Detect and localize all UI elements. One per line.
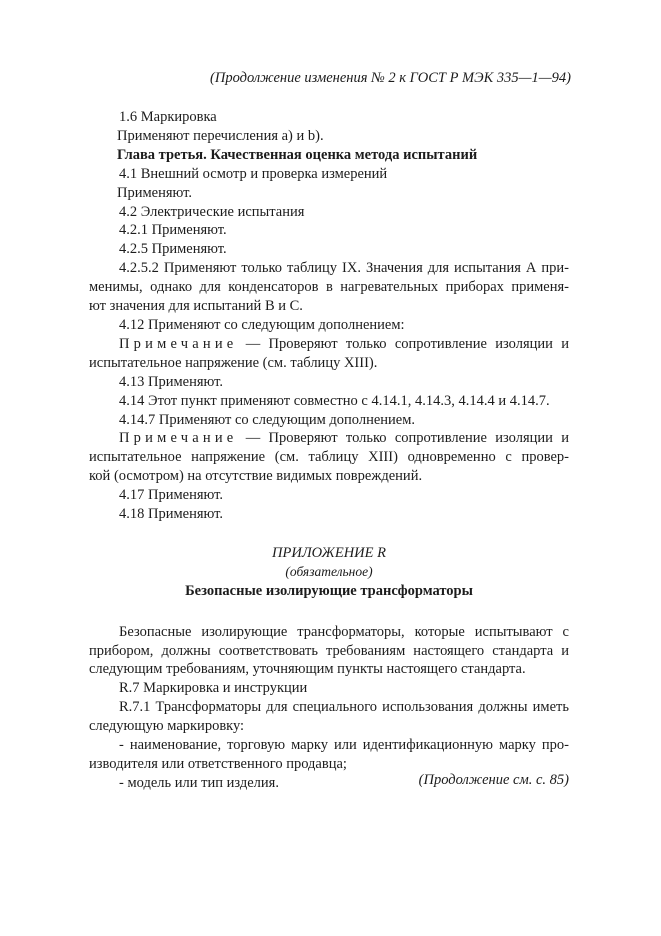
text-line: менимы, однако для конденсаторов в нагревательных приборах применя- — [89, 279, 569, 296]
note-text: — Проверяют только сопротивление изоляции и — [237, 430, 569, 447]
text-line: кой (осмотром) на отсутствие видимых повреждений. — [89, 468, 423, 485]
appendix-text-line: следующим требованиям, уточняющим пункты настоящего стандарта. — [89, 661, 526, 678]
section-4-18: 4.18 Применяют. — [119, 506, 224, 523]
appendix-text-line: изводителя или ответственного продавца; — [89, 756, 347, 772]
section-4-14-7: 4.14.7 Применяют со следующим дополнением. — [119, 411, 416, 428]
text-line: испытательное напряжение (см. таблицу XIII) одновременно с провер- — [89, 449, 569, 466]
note-line — [117, 335, 569, 354]
section-4-12: 4.12 Применяют со следующим дополнением: — [119, 316, 405, 333]
note-label: Примечание — [119, 430, 238, 447]
note-label: Примечание — [119, 335, 238, 352]
section-4-2-5: 4.2.5 Применяют. — [119, 241, 227, 258]
page-footer: (Продолжение см. с. 85) — [418, 772, 569, 788]
note-text: — Проверяют только сопротивление изоляции и — [237, 335, 569, 352]
appendix-text-line: Безопасные изолирующие трансформаторы, которые испытывают с — [119, 623, 569, 640]
list-item: - модель или тип изделия. — [119, 774, 279, 791]
appendix-text-line: следующую маркировку: — [89, 718, 245, 735]
section-4-17: 4.17 Применяют. — [119, 487, 224, 504]
section-4-2-1: 4.2.1 Применяют. — [119, 222, 227, 239]
appendix-title: ПРИЛОЖЕНИЕ R — [272, 544, 386, 561]
section-4-14: 4.14 Этот пункт применяют совместно с 4.14.1, 4.14.3, 4.14.4 и 4.14.7. — [119, 392, 550, 409]
section-r-7-1: R.7.1 Трансформаторы для специального использования должны иметь — [119, 699, 569, 716]
appendix-status: (обязательное) — [285, 563, 373, 579]
section-r-7: R.7 Маркировка и инструкции — [119, 680, 308, 697]
note-line — [117, 429, 569, 448]
appendix-heading: Безопасные изолирующие трансформаторы — [185, 582, 473, 599]
list-item: - наименование, торговую марку или идентификационную марку про- — [119, 737, 569, 754]
document-body — [89, 108, 569, 793]
text-line: Применяют. — [117, 184, 193, 201]
chapter-heading: Глава третья. Качественная оценка метода испытаний — [117, 146, 478, 163]
section-4-2: 4.2 Электрические испытания — [119, 203, 305, 220]
appendix-text-line: прибором, должны соответствовать требованиям настоящего стандарта и — [89, 642, 569, 659]
section-1-6: 1.6 Маркировка — [119, 109, 217, 125]
text-line: Применяют перечисления а) и b). — [117, 127, 324, 144]
section-4-1: 4.1 Внешний осмотр и проверка измерений — [119, 165, 388, 182]
page-header: (Продолжение изменения № 2 к ГОСТ Р МЭК 335—1—94) — [210, 70, 571, 86]
text-line: испытательное напряжение (см. таблицу XIII). — [89, 354, 378, 371]
text-line: ют значения для испытаний В и С. — [89, 298, 303, 315]
section-4-13: 4.13 Применяют. — [119, 373, 224, 390]
section-4-2-5-2: 4.2.5.2 Применяют только таблицу IX. Значения для испытания А при- — [119, 260, 569, 277]
